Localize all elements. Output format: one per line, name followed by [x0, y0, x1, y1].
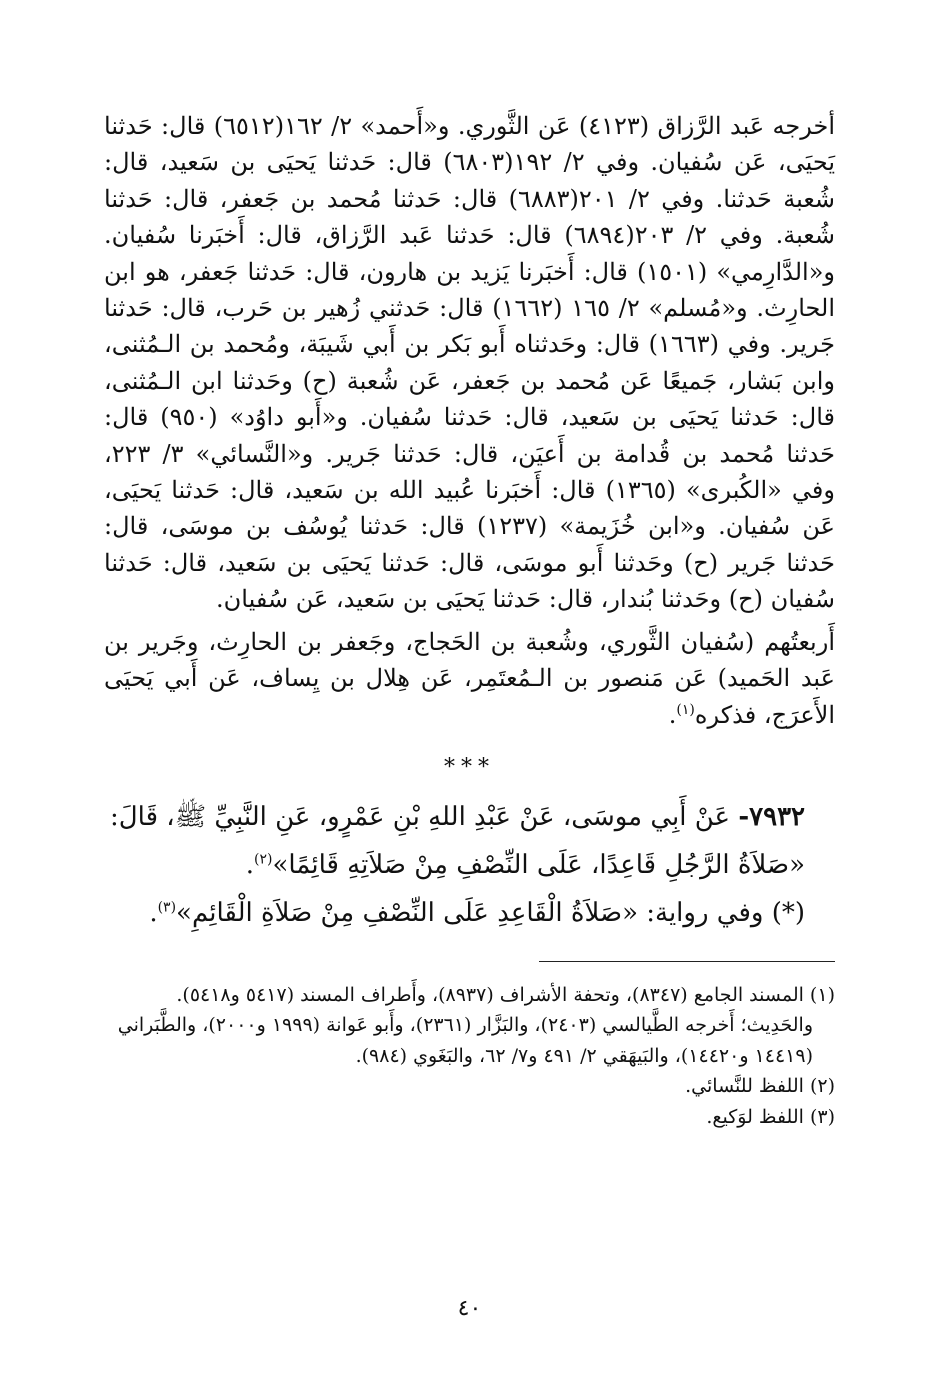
footnote-divider	[539, 961, 835, 962]
footnote-ref-1: (١)	[676, 701, 695, 718]
chain-summary-paragraph: أَربعتُهم (سُفيان الثَّوري، وشُعبة بن الحَجاج، وجَعفر بن الحارِث، وجَرير بن عَبد الحَميد) عَن مَنصور بن الـمُعتَمِر، عَن هِلال بن يِساف، عَن أَبي يَحيَى الأَعرَج، فذكره$^{(١)}$.	[104, 627, 835, 729]
hadith-variant-line: (*) وفي رواية: «صَلاَةُ الْقَاعِدِ عَلَى النِّصْفِ مِنْ صَلاَةِ الْقَائِمِ»$^{(٣)}$.	[149, 897, 805, 928]
hadith-number: ٧٩٣٢-	[738, 801, 805, 832]
page-number: ٤٠	[457, 1296, 482, 1321]
hadith-matn-line: «صَلاَةُ الرَّجُلِ قَاعِدًا، عَلَى النِّصْفِ مِنْ صَلاَتِهِ قَائِمًا»$^{(٢)}$.	[245, 849, 805, 880]
hadith-variant: (*) وفي رواية: «صَلاَةُ الْقَاعِدِ عَلَى النِّصْفِ مِنْ صَلاَةِ الْقَائِمِ»	[176, 897, 805, 928]
footnote-1-continued: والحَدِيث؛ أَخرجه الطَّيالسي (٢٤٠٣)، والبَزَّار (٢٣٦١)، وأَبو عَوانة (١٩٩٩ و٢٠٠٠)، والطَّبَراني (١٤٤١٩ و١٤٤٢٠)، والبَيهَقي ٢/ ٤٩١ و٧/ ٦٢، والبَغَوي (٩٨٤).	[117, 1014, 813, 1067]
takhrij-text: أخرجه عَبد الرَّزاق (٤١٢٣) عَن الثَّوري. و«أَحمد» ٢/ ١٦٢(٦٥١٢) قال: حَدثنا يَحيَى، عَن سُفيان. وفي ٢/ ١٩٢(٦٨٠٣) قال: حَدثنا يَحيَى بن سَعيد، قال: شُعبة حَدثنا. وفي ٢/ ٢٠١(٦٨٨٣) قال: حَدثنا مُحمد بن جَعفر، قال: حَدثنا شُعبة. وفي ٢/ ٢٠٣(٦٨٩٤) قال: حَدثنا عَبد الرَّزاق، قال: أَخبَرنا سُفيان. و«الدَّارِمي» (١٥٠١) قال: أَخبَرنا يَزيد بن هارون، قال: حَدثنا جَعفر، هو ابن الحارِث. و«مُسلم» ٢/ ١٦٥ (١٦٦٢) قال: حَدثني زُهير بن حَرب، قال: حَدثنا جَرير. وفي (١٦٦٣) قال: وحَدثناه أَبو بَكر بن أَبي شَيبَة، ومُحمد بن الـمُثنى، وابن بَشار، جَميعًا عَن مُحمد بن جَعفر، عَن شُعبة (ح) وحَدثنا ابن الـمُثنى، قال: حَدثنا يَحيَى بن سَعيد، قال: حَدثنا سُفيان. و«أَبو داوُد» (٩٥٠) قال: حَدثنا مُحمد بن قُدامة بن أَعيَن، قال: حَدثنا جَرير. و«النَّسائي» ٣/ ٢٢٣، وفي «الكُبرى» (١٣٦٥) قال: أَخبَرنا عُبيد الله بن سَعيد، قال: حَدثنا يَحيَى، عَن سُفيان. و«ابن خُزَيمة» (١٢٣٧) قال: حَدثنا يُوسُف بن موسَى، قال: حَدثنا جَرير (ح) وحَدثنا أَبو موسَى، قال: حَدثنا يَحيَى بن سَعيد، قال: حَدثنا سُفيان (ح) وحَدثنا بُندار، قال: حَدثنا يَحيَى بن سَعيد، عَن سُفيان.	[104, 112, 836, 614]
chain-summary-text: أَربعتُهم (سُفيان الثَّوري، وشُعبة بن الحَجاج، وجَعفر بن الحارِث، وجَرير بن عَبد الحَميد) عَن مَنصور بن الـمُعتَمِر، عَن هِلال بن يِساف، عَن أَبي يَحيَى الأَعرَج، فذكره	[104, 627, 835, 729]
footnote-ref-2: (٢)	[254, 851, 273, 868]
section-separator: ***	[444, 754, 495, 780]
hadith-block	[104, 793, 835, 937]
hadith-isnad: عَنْ أَبِي موسَى، عَنْ عَبْدِ اللهِ بْنِ عَمْرٍو، عَنِ النَّبِيِّ ﷺ، قَالَ:	[110, 801, 731, 832]
footnote-3: (٣) اللفظ لوَكيع.	[706, 1105, 835, 1128]
footnote-2: (٢) اللفظ للنَّسائي.	[685, 1075, 835, 1098]
hadith-isnad-line	[104, 793, 835, 841]
commentary-text	[104, 108, 835, 733]
takhrij-paragraph	[104, 108, 835, 618]
hadith-matn: «صَلاَةُ الرَّجُلِ قَاعِدًا، عَلَى النِّصْفِ مِنْ صَلاَتِهِ قَائِمًا»	[272, 849, 805, 880]
footnote-1: (١) المسند الجامع (٨٣٤٧)، وتحفة الأشراف (٨٩٣٧)، وأَطراف المسند (٥٤١٧ و٥٤١٨).	[176, 983, 835, 1006]
footnote-ref-3: (٣)	[157, 899, 177, 916]
footnotes	[104, 980, 835, 1133]
